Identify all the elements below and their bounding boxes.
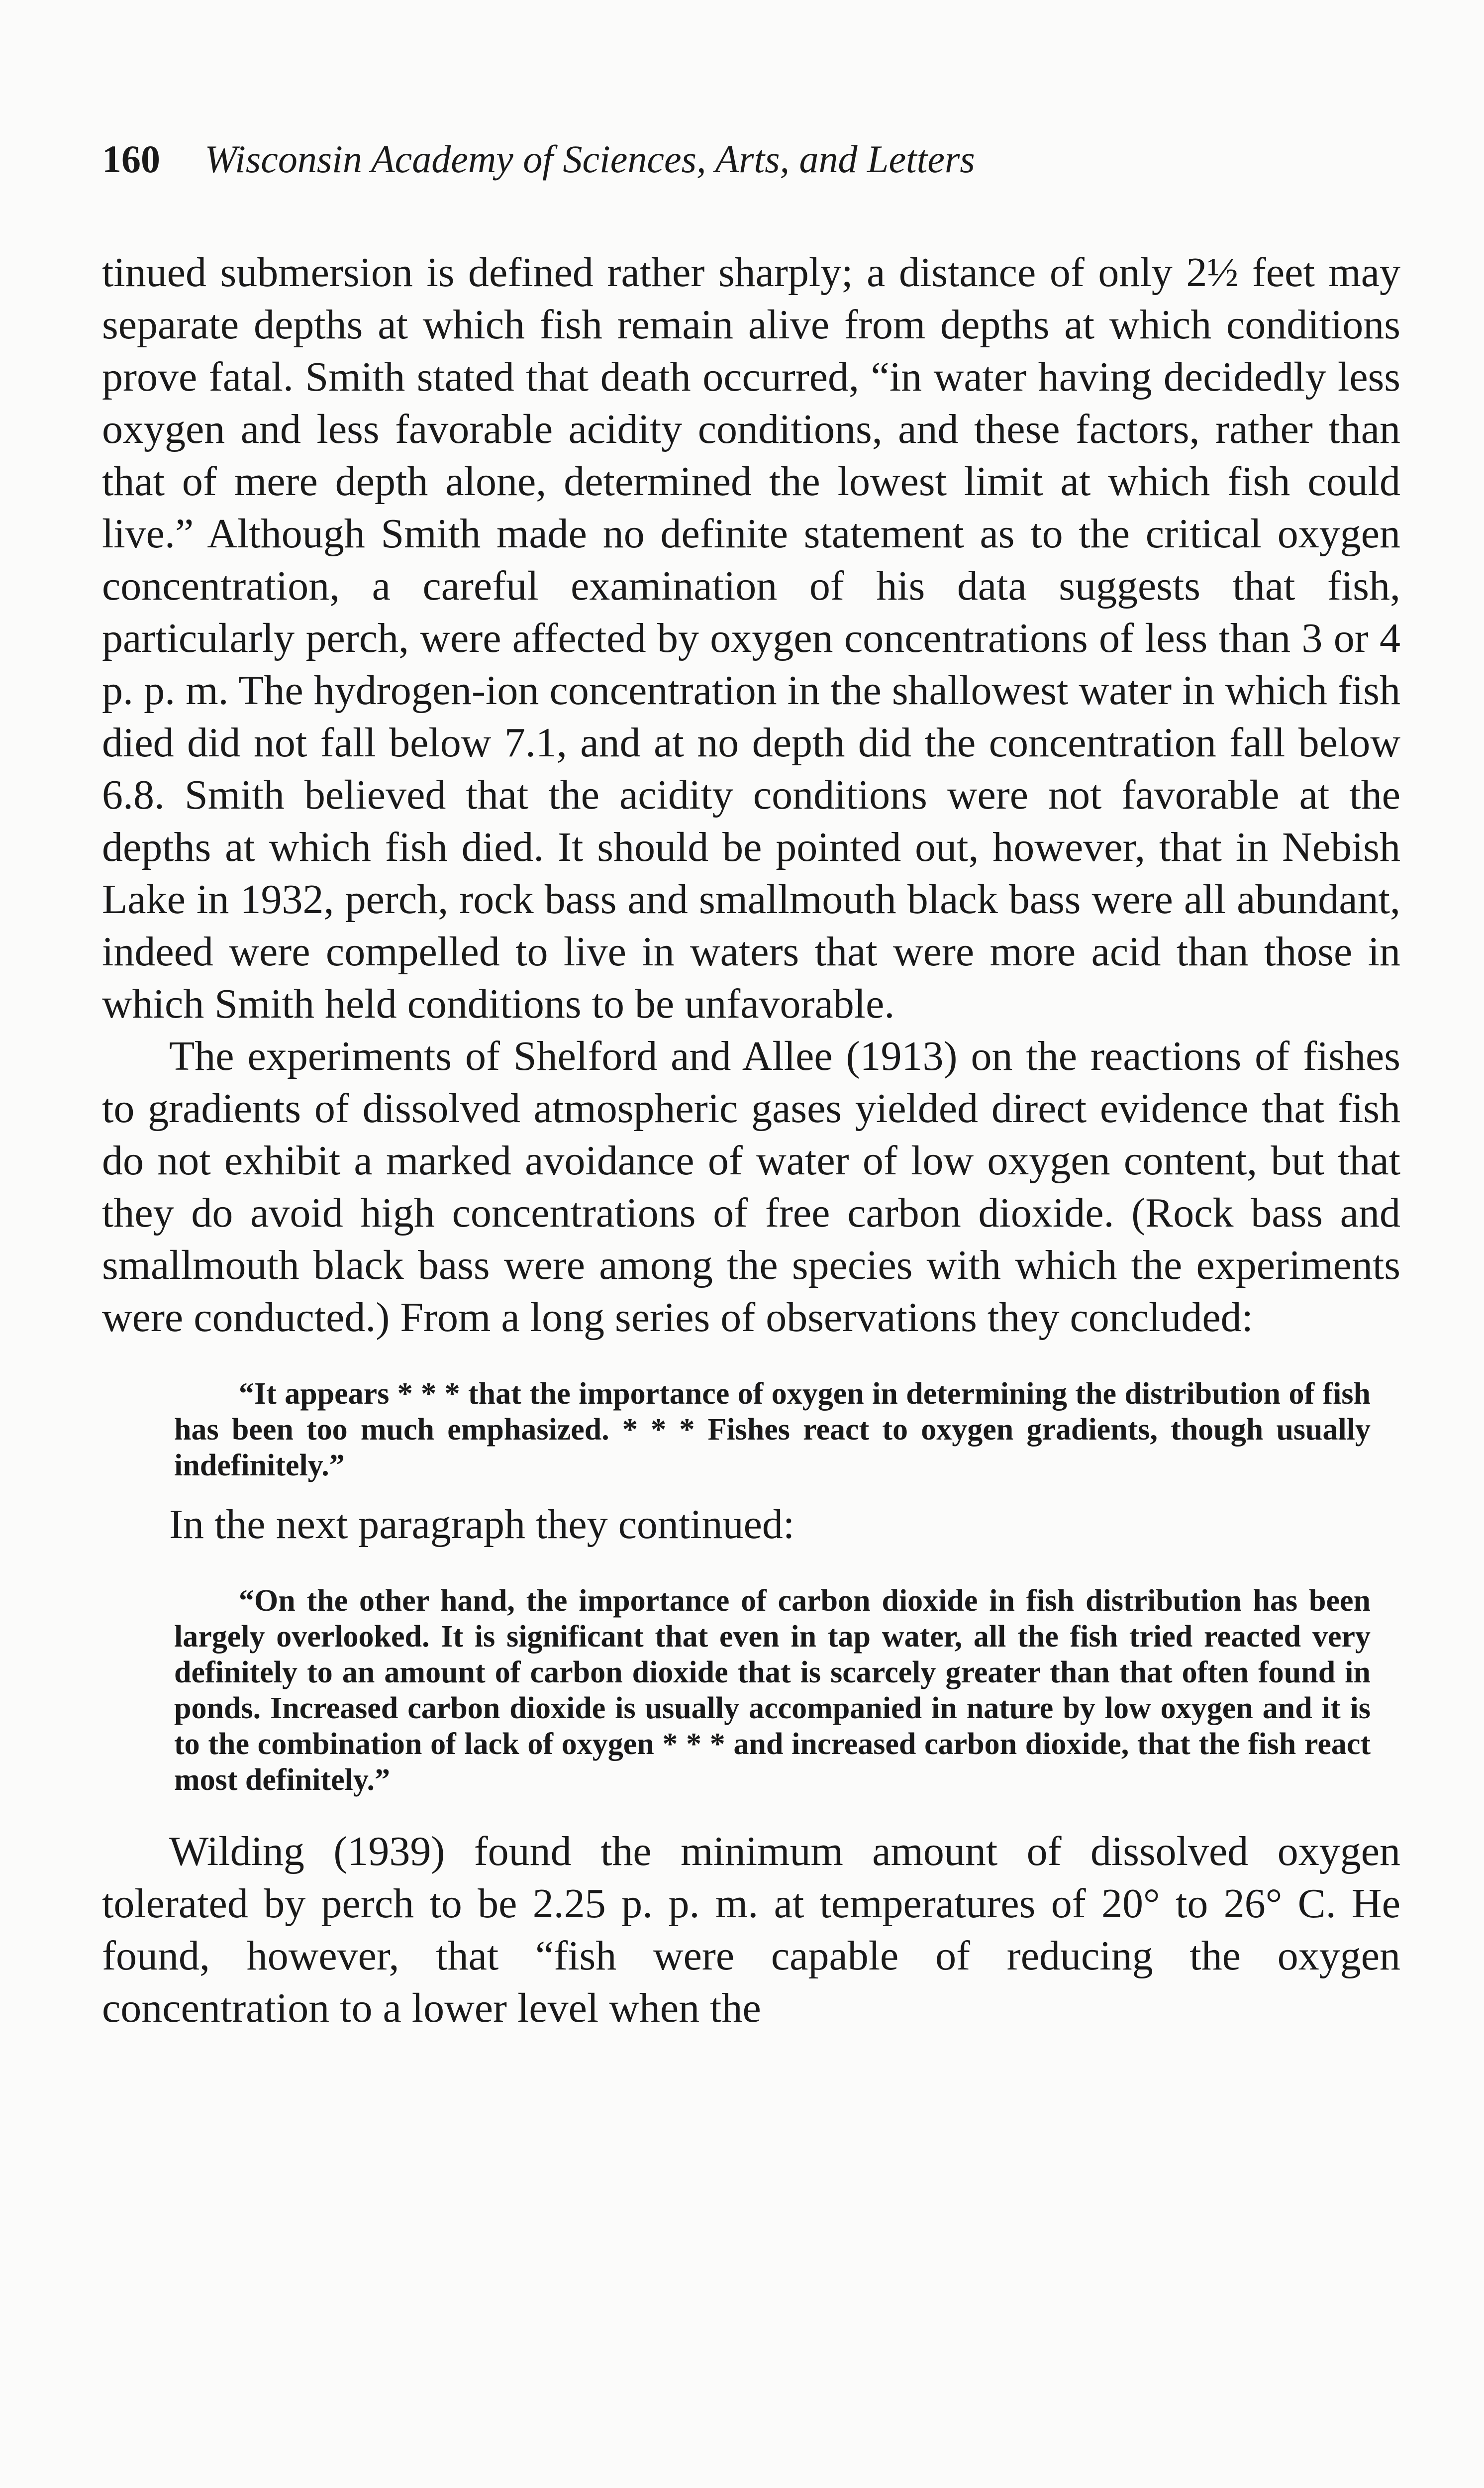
block-quote-oxygen: “It appears * * * that the importance of oxygen in determining the distribution of fish has been too much emphasized. * * * Fishes react to oxygen gradients, though usually indefinitely.” (174, 1377, 1371, 1482)
page-number: 160 (102, 137, 160, 181)
body-text (102, 246, 1400, 2034)
page-header (102, 124, 1395, 194)
paragraph-shelford-allee: The experiments of Shelford and Allee (1913) on the reactions of fishes to gradients of dissolved atmospheric gases yielded direct evidence that fish do not exhibit a marked avoidance of water of low oxygen content, but that they do avoid high concentrations of free carbon dioxide. (Rock bass and smallmouth black bass were among the species with which the experiments were conducted.) From a long series of observations they concluded: (102, 1033, 1400, 1341)
block-quote-carbon-dioxide: “On the other hand, the importance of carbon dioxide in fish distribution has been largely overlooked. It is significant that even in tap water, all the fish tried reacted very definitely to an amount of carbon dioxide that is scarcely greater than that often found in ponds. Increased carbon dioxide is usually accompanied in nature by low oxygen and it is to the combination of lack of oxygen * * * and increased carbon dioxide, that the fish react most definitely.” (174, 1584, 1371, 1797)
paragraph-next-continued: In the next paragraph they continued: (169, 1501, 795, 1548)
paragraph-wilding: Wilding (1939) found the minimum amount of dissolved oxygen tolerated by perch to be 2.25 p. p. m. at temperatures of 20° to 26° C. He found, however, that “fish were capable of reducing the oxygen concentration to a lower level when the (102, 1828, 1400, 2031)
running-title: Wisconsin Academy of Sciences, Arts, and Letters (204, 137, 975, 181)
paragraph-continued: tinued submersion is defined rather sharply; a distance of only 2½ feet may separate depths at which fish remain alive from depths at which conditions prove fatal. Smith stated that death occurred, “in water having decidedly less oxygen and less favorable acidity conditions, and these factors, rather than that of mere depth alone, determined the lowest limit at which fish could live.” Although Smith made no definite statement as to the critical oxygen concentration, a careful examination of his data suggests that fish, particularly perch, were affected by oxygen concentrations of less than 3 or 4 p. p. m. The hydrogen-ion concentration in the shallowest water in which fish died did not fall below 7.1, and at no depth did the concentration fall below 6.8. Smith believed that the acidity conditions were not favorable at the depths at which fish died. It should be pointed out, however, that in Nebish Lake in 1932, perch, rock bass and smallmouth black bass were all abundant, indeed were compelled to live in waters that were more acid than those in which Smith held conditions to be unfavorable. (102, 249, 1400, 1027)
